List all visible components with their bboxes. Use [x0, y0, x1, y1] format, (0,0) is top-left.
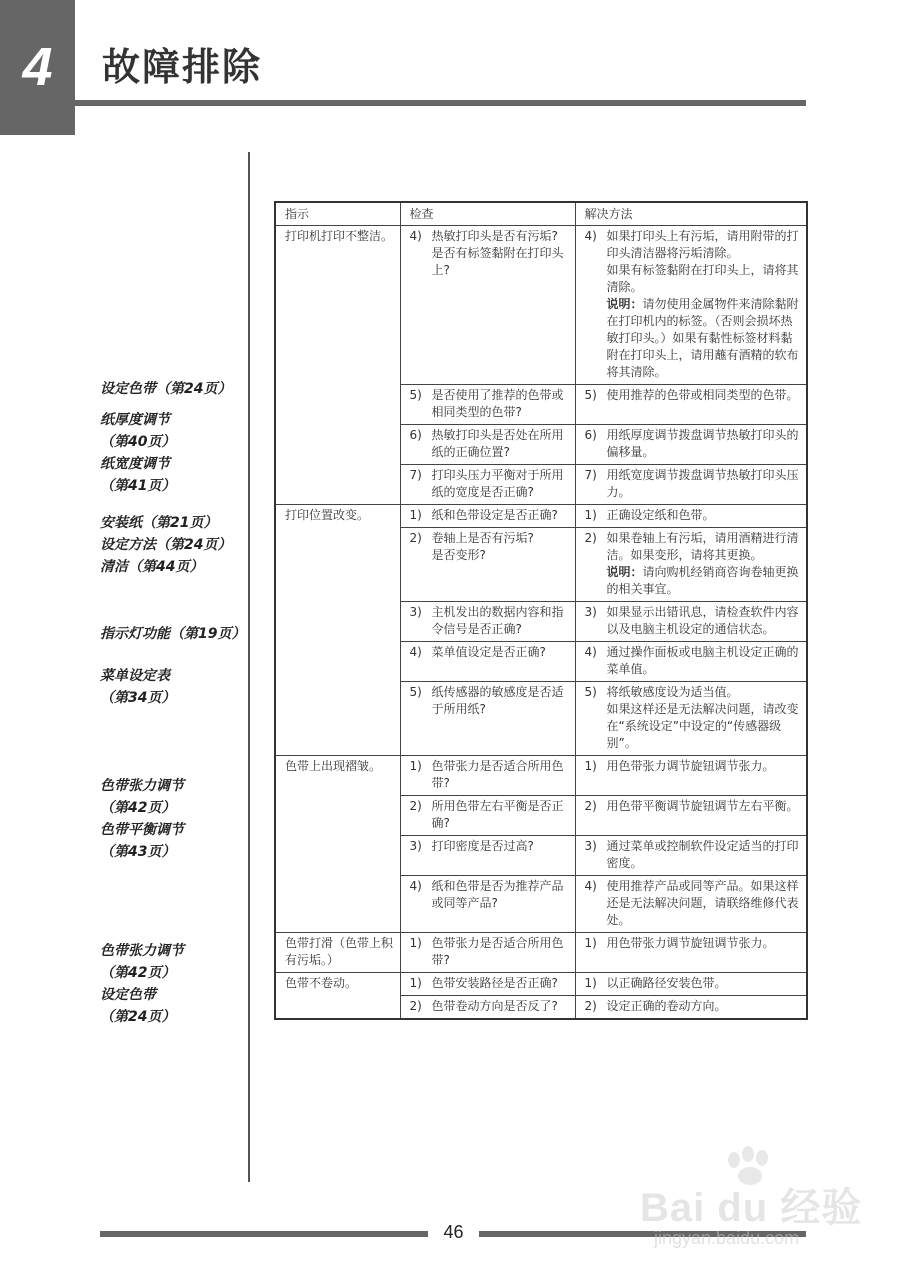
item-number: 4) — [409, 879, 422, 893]
item-number: 1) — [409, 936, 422, 950]
solution-cell — [575, 933, 807, 973]
item-number: 3) — [409, 839, 422, 853]
item-text: 纸传感器的敏感度是否适于所用纸? — [431, 685, 564, 716]
sidebar-ref-group — [100, 940, 250, 1028]
sidebar-ref: 色带平衡调节 — [100, 822, 184, 838]
solution-cell — [575, 602, 807, 642]
column-header: 指示 — [275, 202, 400, 226]
sidebar-ref: 菜单设定表 — [100, 668, 170, 684]
sidebar-ref: （第42页） — [100, 800, 176, 816]
item-number: 2) — [409, 799, 422, 813]
item-number: 5) — [409, 685, 422, 699]
table-header-row — [275, 202, 807, 226]
item-text: 如果显示出错讯息，请检查软件内容以及电脑主机设定的通信状态。 — [606, 605, 799, 636]
sidebar-ref: （第24页） — [100, 1009, 176, 1025]
sidebar-ref: 指示灯功能（第19页） — [100, 626, 246, 642]
check-cell — [400, 756, 575, 796]
check-cell — [400, 796, 575, 836]
column-header: 检查 — [400, 202, 575, 226]
item-text: 使用推荐产品或同等产品。如果这样还是无法解决问题，请联络维修代表处。 — [606, 879, 799, 927]
sidebar-ref: 纸宽度调节 — [100, 456, 170, 472]
item-text: 色带安装路径是否正确? — [431, 976, 558, 990]
watermark-logo: Bai du 经验 — [640, 1186, 863, 1230]
table-row — [275, 756, 807, 796]
sidebar-ref-group — [100, 775, 250, 863]
item-number: 1) — [584, 508, 597, 522]
check-cell — [400, 642, 575, 682]
table-row — [275, 505, 807, 528]
item-text: 正确设定纸和色带。 — [606, 508, 715, 522]
check-cell — [400, 933, 575, 973]
item-text: 用色带张力调节旋钮调节张力。 — [606, 759, 775, 773]
item-number: 1) — [409, 508, 422, 522]
item-number: 4) — [584, 645, 597, 659]
item-text: 色带张力是否适合所用色带? — [431, 936, 564, 967]
item-text: 如果打印头上有污垢，请用附带的打印头清洁器将污垢清除。 — [606, 229, 799, 260]
item-number: 1) — [584, 759, 597, 773]
item-text: 用色带平衡调节旋钮调节左右平衡。 — [606, 799, 799, 813]
watermark-url: jingyan.baidu.com — [654, 1228, 800, 1248]
item-number: 6) — [409, 428, 422, 442]
item-text: 打印密度是否过高? — [431, 839, 534, 853]
check-cell — [400, 602, 575, 642]
indication-cell: 打印位置改变。 — [275, 505, 400, 756]
item-number: 7) — [409, 468, 422, 482]
item-number: 4) — [409, 645, 422, 659]
solution-cell — [575, 425, 807, 465]
sidebar-ref-group — [100, 512, 250, 578]
note — [607, 564, 802, 598]
item-text: 打印头压力平衡对于所用纸的宽度是否正确? — [431, 468, 564, 499]
indication-cell: 色带不卷动。 — [275, 973, 400, 1020]
sidebar-ref: 安装纸（第21页） — [100, 515, 218, 531]
indication-cell: 色带打滑（色带上积有污垢。） — [275, 933, 400, 973]
item-text: 卷轴上是否有污垢? — [431, 531, 534, 545]
indication-cell: 色带上出现褶皱。 — [275, 756, 400, 933]
sidebar-ref: （第41页） — [100, 478, 176, 494]
sidebar-ref-group — [100, 665, 250, 709]
check-cell — [400, 465, 575, 505]
item-number: 2) — [409, 999, 422, 1013]
solution-cell — [575, 642, 807, 682]
solution-cell — [575, 973, 807, 996]
item-text: 使用推荐的色带或相同类型的色带。 — [606, 388, 799, 402]
sidebar-ref-group — [100, 623, 250, 645]
item-number: 2) — [584, 531, 597, 545]
sidebar-ref-group — [100, 409, 250, 497]
table-row — [275, 973, 807, 996]
item-number: 2) — [409, 531, 422, 545]
item-text: 热敏打印头是否处在所用纸的正确位置? — [431, 428, 564, 459]
item-text: 是否有标签黏附在打印头上? — [431, 246, 564, 277]
sidebar-ref: 设定方法（第24页） — [100, 537, 232, 553]
item-number: 5) — [584, 388, 597, 402]
solution-cell — [575, 796, 807, 836]
note-label: 说明： — [606, 297, 643, 311]
solution-cell — [575, 756, 807, 796]
item-number: 3) — [409, 605, 422, 619]
indication-cell: 打印机打印不整洁。 — [275, 226, 400, 505]
item-text: 如果有标签黏附在打印头上，请将其清除。 — [606, 263, 799, 294]
column-header: 解决方法 — [575, 202, 807, 226]
title-rule — [75, 100, 806, 106]
page-number: 46 — [443, 1222, 464, 1242]
note-text: 请向购机经销商咨询卷轴更换的相关事宜。 — [606, 565, 799, 596]
check-cell — [400, 425, 575, 465]
sidebar-ref: 色带张力调节 — [100, 943, 184, 959]
troubleshooting-table — [274, 201, 808, 1020]
item-text: 用色带张力调节旋钮调节张力。 — [606, 936, 775, 950]
check-cell — [400, 973, 575, 996]
item-text: 色带张力是否适合所用色带? — [431, 759, 564, 790]
item-text: 将纸敏感度设为适当值。 — [606, 685, 739, 699]
item-text: 所用色带左右平衡是否正确? — [431, 799, 564, 830]
item-text: 是否使用了推荐的色带或相同类型的色带? — [431, 388, 564, 419]
item-number: 2) — [584, 799, 597, 813]
solution-cell — [575, 876, 807, 933]
solution-cell — [575, 465, 807, 505]
solution-cell — [575, 836, 807, 876]
item-number: 5) — [409, 388, 422, 402]
solution-cell — [575, 226, 807, 385]
solution-cell — [575, 996, 807, 1020]
item-number: 3) — [584, 605, 597, 619]
chapter-number: 4 — [0, 0, 75, 135]
item-number: 5) — [584, 685, 597, 699]
table-row — [275, 226, 807, 385]
solution-cell — [575, 528, 807, 602]
check-cell — [400, 226, 575, 385]
item-number: 4) — [584, 229, 597, 243]
item-number: 4) — [584, 879, 597, 893]
check-cell — [400, 682, 575, 756]
item-text: 菜单值设定是否正确? — [431, 645, 546, 659]
sidebar-ref: （第43页） — [100, 844, 176, 860]
item-text: 色带卷动方向是否反了? — [431, 999, 558, 1013]
item-text: 纸和色带设定是否正确? — [431, 508, 558, 522]
check-cell — [400, 996, 575, 1020]
item-text: 以正确路径安装色带。 — [606, 976, 727, 990]
item-text: 如果卷轴上有污垢，请用酒精进行清洁。如果变形，请将其更换。 — [606, 531, 799, 562]
item-number: 4) — [409, 229, 422, 243]
item-text: 用纸宽度调节拨盘调节热敏打印头压力。 — [606, 468, 799, 499]
check-cell — [400, 836, 575, 876]
item-number: 1) — [584, 936, 597, 950]
item-number: 1) — [584, 976, 597, 990]
item-text: 是否变形? — [431, 548, 486, 562]
table-body — [275, 226, 807, 1020]
item-text: 设定正确的卷动方向。 — [606, 999, 727, 1013]
item-number: 2) — [584, 999, 597, 1013]
solution-cell — [575, 682, 807, 756]
item-text: 通过菜单或控制软件设定适当的打印密度。 — [606, 839, 799, 870]
sidebar-ref: 设定色带（第24页） — [100, 381, 232, 397]
table-row — [275, 933, 807, 973]
sidebar-ref: 纸厚度调节 — [100, 412, 170, 428]
sidebar-ref: 清洁（第44页） — [100, 559, 204, 575]
item-number: 6) — [584, 428, 597, 442]
item-text: 通过操作面板或电脑主机设定正确的菜单值。 — [606, 645, 799, 676]
item-number: 1) — [409, 759, 422, 773]
item-number: 1) — [409, 976, 422, 990]
solution-cell — [575, 385, 807, 425]
check-cell — [400, 505, 575, 528]
watermark — [640, 1146, 870, 1266]
sidebar-ref: （第40页） — [100, 434, 176, 450]
note-text: 请勿使用金属物件来清除黏附在打印机内的标签。（否则会损坏热敏打印头。）如果有黏性标签材料黏附在打印头上，请用蘸有酒精的软布将其清除。 — [606, 297, 799, 379]
item-text: 热敏打印头是否有污垢? — [431, 229, 558, 243]
note — [607, 296, 802, 381]
footer-rule-left — [100, 1231, 428, 1237]
check-cell — [400, 385, 575, 425]
page-title: 故障排除 — [102, 45, 263, 89]
note-label: 说明： — [606, 565, 643, 579]
sidebar-ref-group — [100, 378, 250, 400]
item-text: 用纸厚度调节拨盘调节热敏打印头的偏移量。 — [606, 428, 799, 459]
sidebar-ref: 设定色带 — [100, 987, 156, 1003]
check-cell — [400, 528, 575, 602]
solution-cell — [575, 505, 807, 528]
item-text: 如果这样还是无法解决问题，请改变在“系统设定”中设定的“传感器级别”。 — [606, 702, 799, 750]
check-cell — [400, 876, 575, 933]
sidebar-ref: （第34页） — [100, 690, 176, 706]
item-number: 3) — [584, 839, 597, 853]
item-text: 纸和色带是否为推荐产品或同等产品? — [431, 879, 564, 910]
sidebar-ref: （第42页） — [100, 965, 176, 981]
sidebar-ref: 色带张力调节 — [100, 778, 184, 794]
item-text: 主机发出的数据内容和指令信号是否正确? — [431, 605, 564, 636]
item-number: 7) — [584, 468, 597, 482]
